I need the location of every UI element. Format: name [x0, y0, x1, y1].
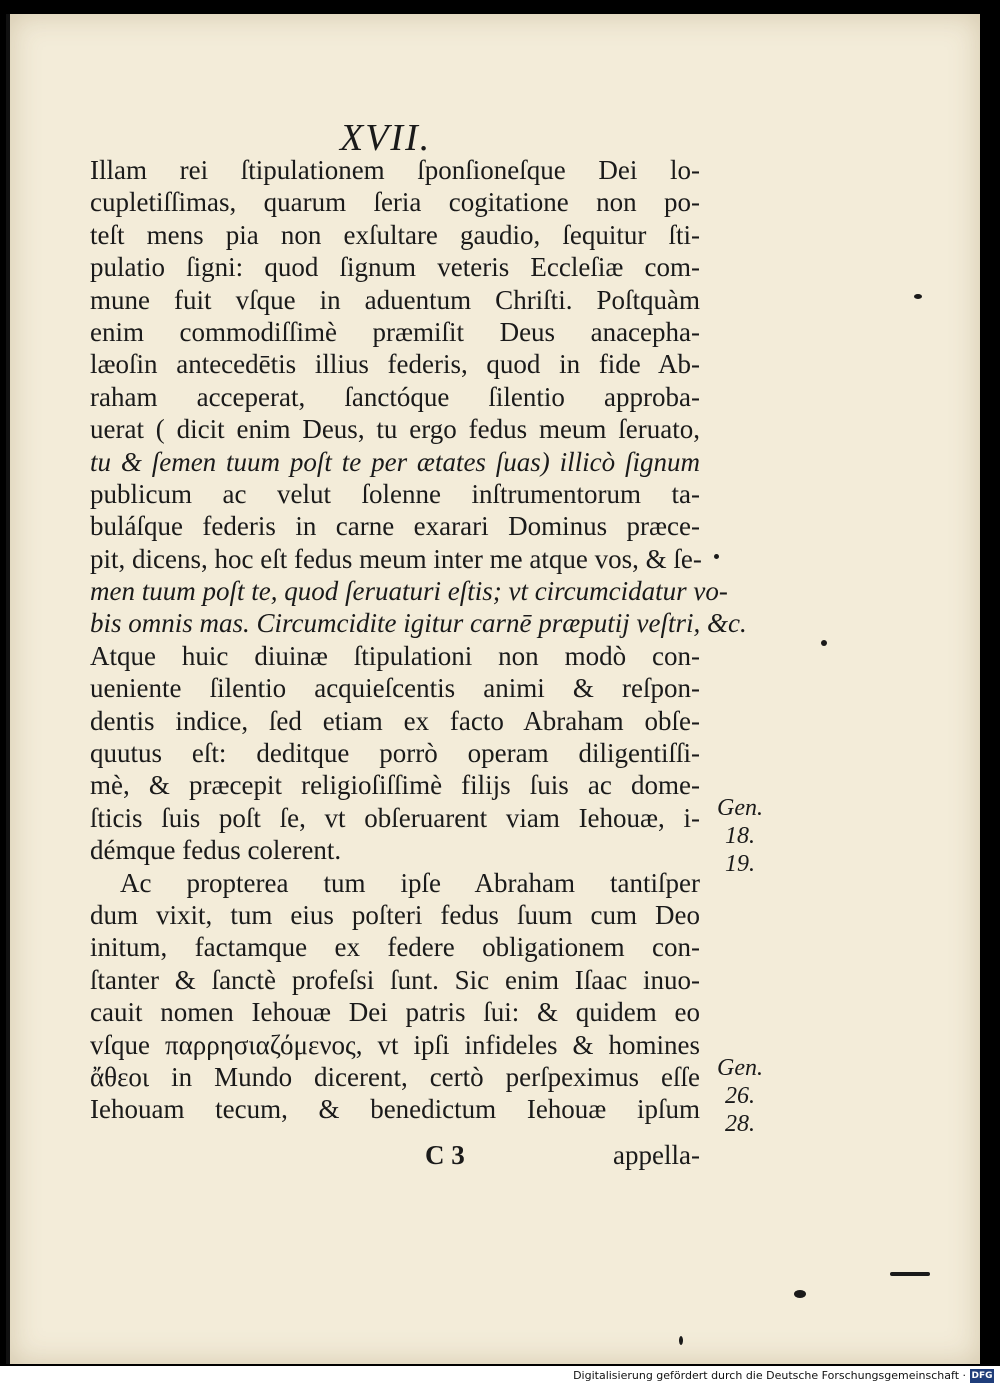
text-line: men tuum poſt te, quod ſeruaturi eſtis; vt circumcidatur vo-	[90, 576, 728, 607]
text-line: publicum ac velut ſolenne inſtrumentorum ta-	[90, 478, 700, 509]
text-line: buláſque federis in carne exarari Dominus præce-	[90, 511, 700, 542]
text-line: vſque παρρησιαζόμενος, vt ipſi infideles & homines	[90, 1029, 700, 1060]
text-line: teſt mens pia non exſultare gaudio, ſequitur ſti-	[90, 219, 700, 250]
catchword: appella-	[613, 1140, 700, 1170]
ink-speck	[794, 1290, 806, 1298]
text-line: tu & ſemen tuum poſt te per ætates ſuas) illicò ſignum	[90, 446, 700, 477]
text-line: dentis indice, ſed etiam ex facto Abraham obſe-	[90, 705, 700, 736]
text-line: mune fuit vſque in aduentum Chriſti. Poſtquàm	[90, 284, 700, 315]
text-line: Illam rei ſtipulationem ſponſioneſque Dei lo-	[90, 155, 700, 185]
text-line: dum vixit, tum eius poſteri fedus ſuum cum Deo	[90, 899, 700, 930]
text-line: pulatio ſigni: quod ſignum veteris Eccleſiæ com-	[90, 252, 700, 283]
signature-line	[90, 1140, 700, 1174]
footer-bar	[0, 1366, 1000, 1388]
margin-note	[700, 794, 780, 878]
margin-note-verse: 19.	[725, 851, 755, 877]
text-line: cauit nomen Iehouæ Dei patris ſui: & quidem eo	[90, 997, 700, 1028]
text-line: pit, dicens, hoc eſt fedus meum inter me atque vos, & ſe-	[90, 543, 702, 574]
text-line: raham acceperat, ſanctóque ſilentio approba-	[90, 381, 700, 412]
text-line: enim commodiſſimè præmiſit Deus anacepha-	[90, 316, 700, 347]
text-line: initum, factamque ex federe obligationem con-	[90, 932, 700, 963]
margin-note-verse: 28.	[725, 1111, 755, 1137]
book-page	[6, 14, 980, 1364]
page-heading: XVII.	[340, 117, 432, 159]
text-line: ſtanter & ſanctè profeſsi ſunt. Sic enim Iſaac inuo-	[90, 964, 700, 995]
text-line: quutus eſt: deditque porrò operam diligentiſſi-	[90, 738, 700, 769]
text-line: ἄθεοι in Mundo dicerent, certò perſpeximus eſſe	[90, 1061, 700, 1092]
margin-note	[700, 1054, 780, 1138]
signature-mark: C 3	[425, 1140, 465, 1170]
ink-speck	[821, 640, 827, 646]
ink-speck	[679, 1336, 683, 1345]
text-line: démque fedus colerent.	[90, 835, 342, 866]
text-line: ſticis ſuis poſt ſe, vt obſeruarent viam Iehouæ, i-	[90, 802, 700, 833]
margin-note-ref: Gen. 26.	[717, 1055, 763, 1109]
ink-speck	[890, 1272, 930, 1276]
text-line: mè, & præcepit religioſiſſimè filijs ſuis ac dome-	[90, 770, 700, 801]
funding-credit: Digitalisierung gefördert durch die Deutsche Forschungsgemeinschaft ·	[573, 1369, 966, 1382]
text-line: læoſin antecedētis illius federis, quod in fide Ab-	[90, 349, 700, 380]
ink-speck	[714, 554, 719, 559]
text-line: cupletiſſimas, quarum ſeria cogitatione non po-	[90, 187, 700, 218]
text-line: Atque huic diuinæ ſtipulationi non modò con-	[90, 640, 700, 671]
text-line: ueniente ſilentio acquieſcentis animi & reſpon-	[90, 673, 700, 704]
text-line: bis omnis mas. Circumcidite igitur carnē præputij veſtri, &c.	[90, 608, 747, 639]
text-line: Iehouam tecum, & benedictum Iehouæ ipſum	[90, 1094, 700, 1125]
margin-note-ref: Gen. 18.	[717, 795, 763, 849]
text-line: uerat ( dicit enim Deus, tu ergo fedus meum ſeruato,	[90, 414, 700, 445]
ink-speck	[914, 294, 922, 299]
dfg-logo: DFG	[971, 1371, 993, 1381]
text-line: Ac propterea tum ipſe Abraham tantiſper	[120, 867, 700, 898]
